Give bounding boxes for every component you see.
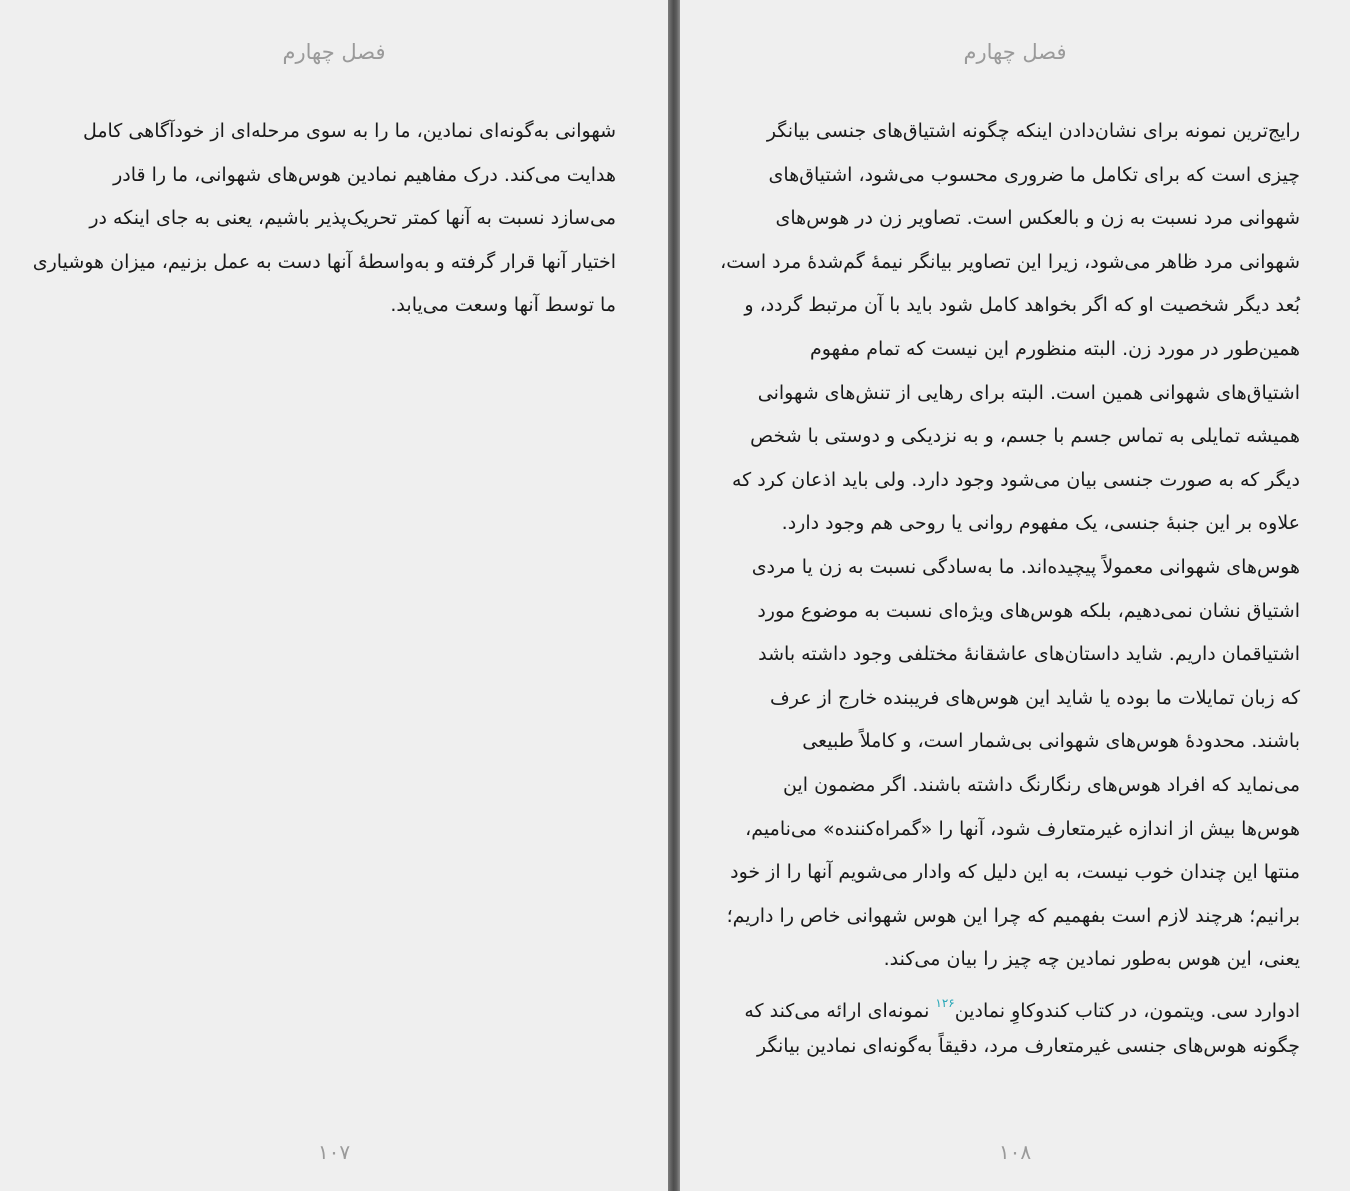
chapter-header: فصل چهارم [282, 40, 386, 64]
text-line: یعنی، این هوس به‌طور نمادین چه چیز را بیان می‌کند. [883, 948, 1300, 971]
page-number: ۱۰۸ [998, 1140, 1032, 1164]
text-line: منتها این چندان خوب نیست، به این دلیل که وادار می‌شویم آنها را از خود [730, 861, 1300, 884]
text-line: بُعد دیگر شخصیت او که اگر بخواهد کامل شود باید با آن مرتبط گردد، و [744, 294, 1300, 317]
text-line: هدایت می‌کند. درک مفاهیم نمادین هوس‌های شهوانی، ما را قادر [113, 163, 616, 186]
text-line: هوس‌های شهوانی معمولاً پیچیده‌اند. ما به‌سادگی نسبت به زن یا مردی [751, 555, 1300, 578]
footnote-link[interactable]: ۱۲۶ [935, 995, 955, 1010]
chapter-header: فصل چهارم [963, 40, 1067, 64]
page-body-text [720, 110, 1300, 1069]
right-page[interactable] [680, 0, 1350, 1191]
text-line: باشند. محدودهٔ هوس‌های شهوانی بی‌شمار است، و کاملاً طبیعی [802, 730, 1300, 753]
left-page[interactable] [0, 0, 668, 1191]
book-gutter [668, 0, 680, 1191]
page-number: ۱۰۷ [317, 1140, 351, 1164]
text-line: رایج‌ترین نمونه برای نشان‌دادن اینکه چگونه اشتیاق‌های جنسی بیانگر [766, 120, 1300, 142]
text-line-with-footnote [720, 982, 1300, 1026]
text-line: اشتیاق‌های شهوانی همین است. البته برای رهایی از تنش‌های شهوانی [757, 381, 1300, 404]
text-line: همین‌طور در مورد زن. البته منظورم این نیست که تمام مفهوم [810, 337, 1300, 360]
page-body-text [33, 110, 616, 328]
text-line: چیزی است که برای تکامل ما ضروری محسوب می‌شود، اشتیاق‌های [768, 163, 1300, 186]
text-line: می‌سازد نسبت به آنها کمتر تحریک‌پذیر باشیم، یعنی به جای اینکه در [89, 207, 616, 230]
text-line: اشتیاق نشان نمی‌دهیم، بلکه هوس‌های ویژه‌ای نسبت به موضوع مورد [757, 599, 1300, 622]
text-line: دیگر که به صورت جنسی بیان می‌شود وجود دارد. ولی باید اذعان کرد که [732, 468, 1300, 491]
text-line: که زبان تمایلات ما بوده یا شاید این هوس‌های فریبنده خارج از عرف [770, 686, 1300, 709]
text-line: اختیار آنها قرار گرفته و به‌واسطهٔ آنها دست به عمل بزنیم، میزان هوشیاری [32, 250, 616, 273]
text-segment: ادوارد سی. ویتمون، در کتاب کندوکاوِ نمادین [954, 999, 1300, 1022]
text-segment: نمونه‌ای ارائه می‌کند که [744, 999, 936, 1022]
text-line: هوس‌ها بیش از اندازه غیرمتعارف شود، آنها را «گمراه‌کننده» می‌نامیم، [745, 817, 1300, 840]
text-line: شهوانی به‌گونه‌ای نمادین، ما را به سوی مرحله‌ای از خودآگاهی کامل [82, 120, 616, 142]
text-line: شهوانی مرد ظاهر می‌شود، زیرا این تصاویر بیانگر نیمهٔ گم‌شدهٔ مرد است، [720, 250, 1300, 273]
text-line: چگونه هوس‌های جنسی غیرمتعارف مرد، دقیقاً به‌گونه‌ای نمادین بیانگر [757, 1035, 1300, 1058]
text-line: شهوانی مرد نسبت به زن و بالعکس است. تصاویر زن در هوس‌های [775, 207, 1300, 230]
text-line: علاوه بر این جنبهٔ جنسی، یک مفهوم روانی یا روحی هم وجود دارد. [781, 512, 1300, 535]
text-line: ما توسط آنها وسعت می‌یابد. [390, 294, 616, 317]
text-line: می‌نماید که افراد هوس‌های رنگارنگ داشته باشند. اگر مضمون این [783, 773, 1300, 796]
text-line: برانیم؛ هرچند لازم است بفهمیم که چرا این هوس شهوانی خاص را داریم؛ [726, 904, 1300, 927]
text-line: همیشه تمایلی به تماس جسم با جسم، و به نزدیکی و دوستی با شخص [750, 425, 1300, 448]
text-line: اشتیاقمان داریم. شاید داستان‌های عاشقانهٔ مختلفی وجود داشته باشد [758, 643, 1300, 666]
